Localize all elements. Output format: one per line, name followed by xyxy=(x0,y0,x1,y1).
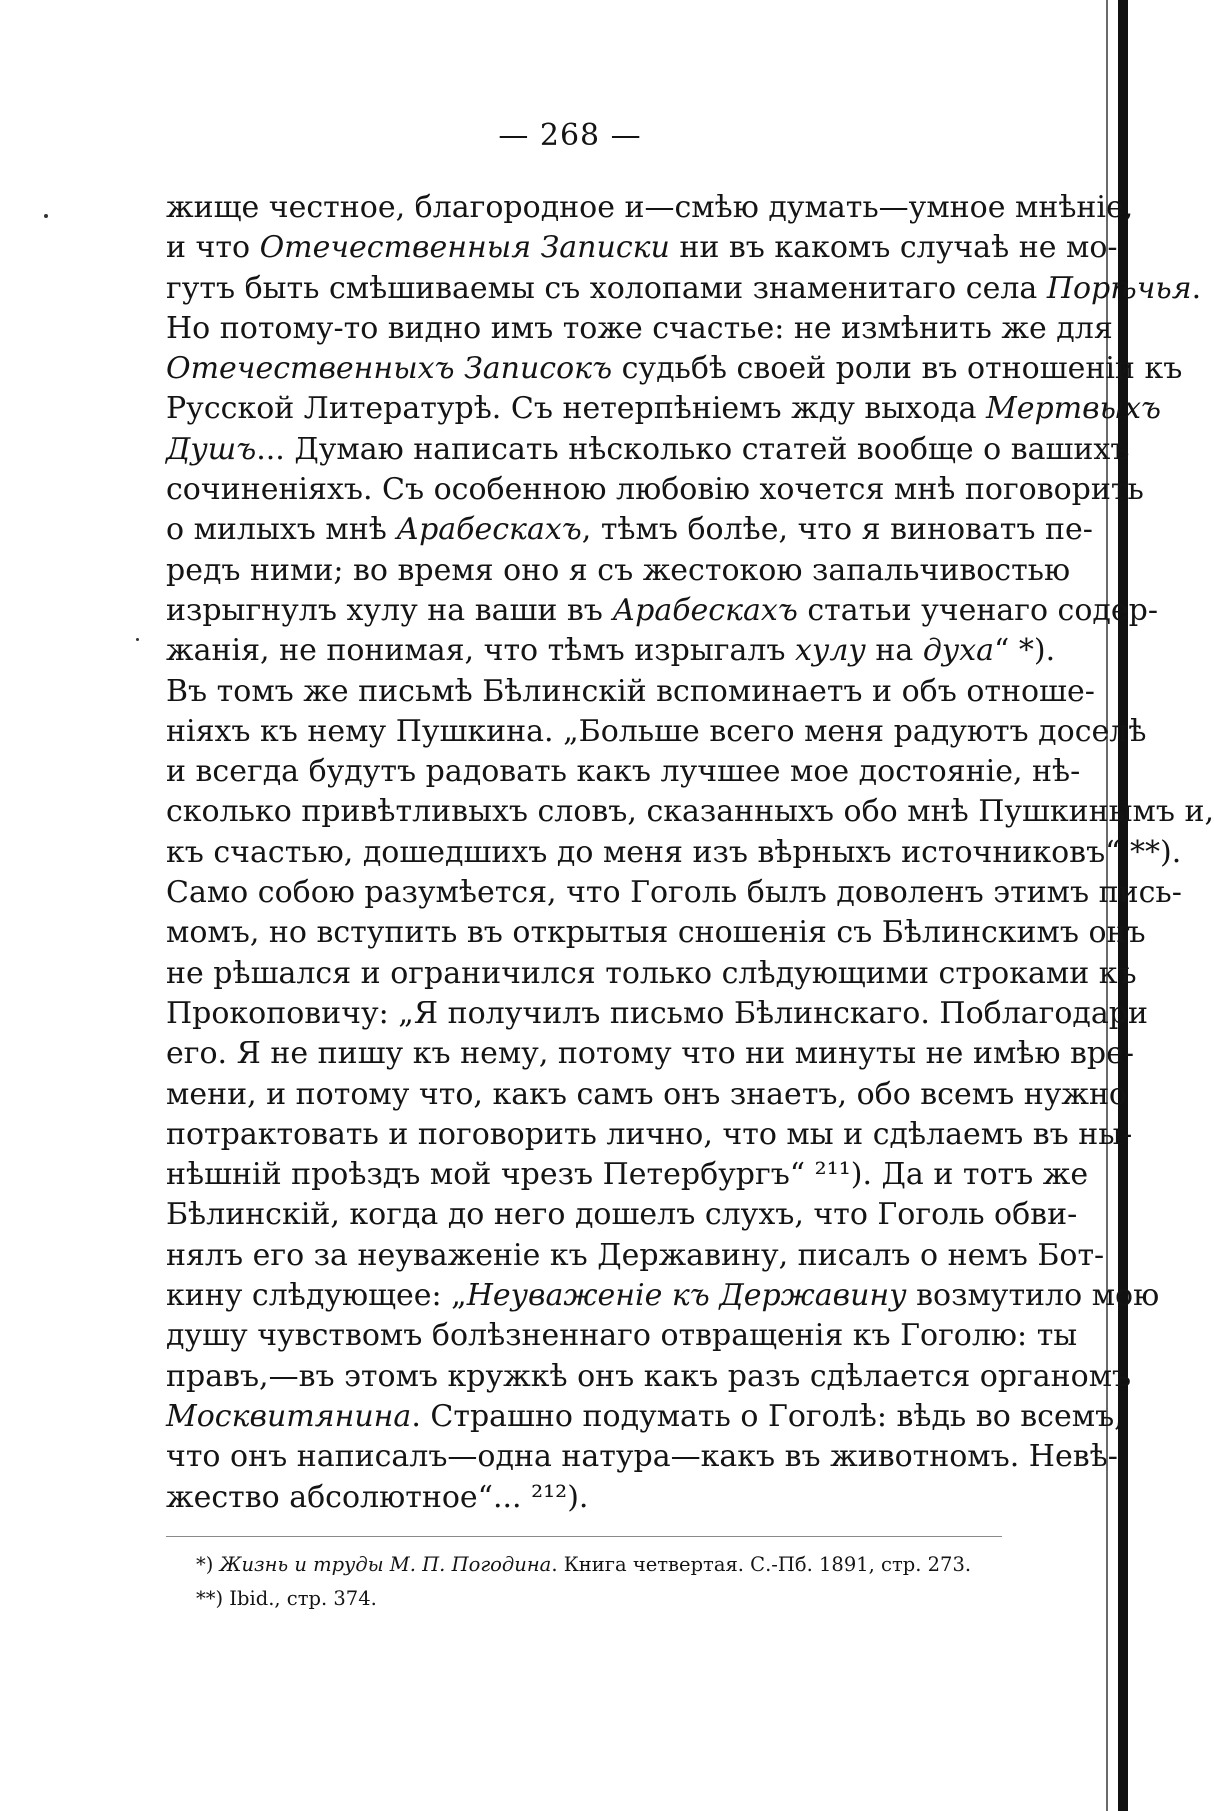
text-line xyxy=(166,913,1146,953)
text-run: , тѣмъ болѣе, что я виноватъ пе- xyxy=(581,512,1093,548)
text-line xyxy=(166,994,1148,1034)
scan-speck xyxy=(44,214,48,218)
text-run: правъ,—въ этомъ кружкѣ онъ какъ разъ сдѣлается органомъ xyxy=(166,1358,1132,1394)
italic-text: Москвитянина xyxy=(166,1398,412,1434)
text-line xyxy=(166,389,1161,429)
text-line xyxy=(166,1115,1133,1155)
text-line xyxy=(166,1316,1078,1356)
text-run: и всегда будутъ радовать какъ лучшее мое достояніе, нѣ- xyxy=(166,754,1081,790)
text-run: о милыхъ мнѣ xyxy=(166,512,397,548)
text-run: не рѣшался и ограничился только слѣдующими строками къ xyxy=(166,955,1137,991)
text-run: жанія, не понимая, что тѣмъ изрыгалъ xyxy=(166,633,796,669)
text-line xyxy=(166,1155,1089,1195)
text-line xyxy=(166,1437,1118,1477)
text-run: . Страшно подумать о Гоголѣ: вѣдь во всемъ, xyxy=(411,1398,1124,1434)
text-run: изрыгнулъ хулу на ваши въ xyxy=(166,592,613,628)
text-run: нѣшній проѣздъ мой чрезъ Петербургъ“ ²¹¹). Да и тотъ же xyxy=(166,1157,1089,1193)
text-line xyxy=(166,1195,1078,1235)
italic-text: Жизнь и труды М. П. Погодина xyxy=(219,1553,552,1576)
text-run: . xyxy=(1191,270,1202,306)
footnotes xyxy=(196,1548,1002,1616)
text-line xyxy=(166,430,1130,470)
text-run: кину слѣдующее: „ xyxy=(166,1278,467,1314)
footnote-line xyxy=(196,1548,1002,1582)
text-run: и что xyxy=(166,230,260,266)
text-run: мени, и потому что, какъ самъ онъ знаетъ, обо всемъ нужно xyxy=(166,1076,1127,1112)
italic-text: Порѣчья xyxy=(1046,270,1192,306)
text-run: ... Думаю написать нѣсколько статей вообще о вашихъ xyxy=(256,431,1130,467)
text-run: сколько привѣтливыхъ словъ, сказанныхъ обо мнѣ Пушкинымъ и, xyxy=(166,794,1214,830)
text-run: нялъ его за неуваженіе къ Державину, писалъ о немъ Бот- xyxy=(166,1237,1105,1273)
text-run: возмутило мою xyxy=(906,1278,1160,1314)
text-line xyxy=(166,1075,1127,1115)
italic-text: Неуваженіе къ Державину xyxy=(466,1278,907,1314)
text-line xyxy=(166,1478,1002,1518)
footnote-divider xyxy=(166,1536,1002,1537)
text-run: **) Ibid., стр. 374. xyxy=(196,1587,377,1610)
text-run: его. Я не пишу къ нему, потому что ни минуты не имѣю вре- xyxy=(166,1036,1135,1072)
italic-text: Арабескахъ xyxy=(396,512,582,548)
text-run: ни въ какомъ случаѣ не мо- xyxy=(669,230,1118,266)
page-number: — 268 — xyxy=(498,118,642,153)
italic-text: Арабескахъ xyxy=(612,592,798,628)
text-run: душу чувствомъ болѣзненнаго отвращенія къ Гоголю: ты xyxy=(166,1318,1078,1354)
text-line xyxy=(166,1034,1135,1074)
text-line xyxy=(166,591,1158,631)
text-run: судьбѣ своей роли въ отношеніи къ xyxy=(612,351,1183,387)
text-run: “ *). xyxy=(994,633,1056,669)
text-line xyxy=(166,1236,1105,1276)
text-run: потрактовать и поговорить лично, что мы и сдѣлаемъ въ ны- xyxy=(166,1116,1133,1152)
text-line xyxy=(166,631,1056,671)
text-run: *) xyxy=(196,1553,220,1576)
text-line xyxy=(166,1397,1124,1437)
text-run: статьи ученаго содер- xyxy=(797,592,1158,628)
text-line xyxy=(166,349,1183,389)
text-line xyxy=(166,510,1093,550)
text-line xyxy=(166,672,1095,712)
scan-speck xyxy=(136,638,139,641)
text-line xyxy=(166,269,1202,309)
text-line xyxy=(166,752,1081,792)
italic-text: Душъ xyxy=(166,431,257,467)
text-run: на xyxy=(865,633,923,669)
italic-text: Отечественныя Записки xyxy=(259,230,670,266)
text-run: Русской Литературѣ. Съ нетерпѣніемъ жду выхода xyxy=(166,391,987,427)
text-run: Но потому-то видно имъ тоже счастье: не измѣнить же для xyxy=(166,310,1113,346)
text-line xyxy=(166,309,1113,349)
text-run: Бѣлинскій, когда до него дошелъ слухъ, что Гоголь обви- xyxy=(166,1197,1078,1233)
italic-text: хулу xyxy=(795,633,866,669)
text-line xyxy=(166,1276,1160,1316)
text-run: ніяхъ къ нему Пушкина. „Больше всего меня радуютъ доселѣ xyxy=(166,713,1147,749)
text-run: что онъ написалъ—одна натура—какъ въ животномъ. Невѣ- xyxy=(166,1439,1118,1475)
text-run: момъ, но вступить въ открытыя сношенія съ Бѣлинскимъ онъ xyxy=(166,915,1146,951)
text-run: Само собою разумѣется, что Гоголь былъ доволенъ этимъ пись- xyxy=(166,875,1182,911)
italic-text: духа xyxy=(922,633,995,669)
italic-text: Мертвыхъ xyxy=(986,391,1161,427)
main-text xyxy=(166,188,1214,1518)
text-run: Въ томъ же письмѣ Бѣлинскій вспоминаетъ и объ отноше- xyxy=(166,673,1095,709)
text-line xyxy=(166,551,1071,591)
text-line xyxy=(166,712,1147,752)
italic-text: Отечественныхъ Записокъ xyxy=(166,351,613,387)
text-line xyxy=(166,833,1182,873)
text-line xyxy=(166,792,1214,832)
text-line xyxy=(166,470,1144,510)
text-run: къ счастью, дошедшихъ до меня изъ вѣрныхъ источниковъ“ **). xyxy=(166,834,1182,870)
text-run: сочиненіяхъ. Съ особенною любовію хочется мнѣ поговорить xyxy=(166,472,1144,508)
text-run: жище честное, благородное и—смѣю думать—умное мнѣніе, xyxy=(166,190,1134,225)
text-line xyxy=(166,954,1137,994)
text-line xyxy=(166,1357,1132,1397)
footnote-line xyxy=(196,1582,1002,1616)
text-run: редъ ними; во время оно я съ жестокою запальчивостью xyxy=(166,552,1071,588)
text-run: . Книга четвертая. С.-Пб. 1891, стр. 273. xyxy=(551,1553,972,1576)
text-run: гутъ быть смѣшиваемы съ холопами знаменитаго села xyxy=(166,270,1047,306)
text-run: жество абсолютное“... ²¹²). xyxy=(166,1479,589,1515)
text-run: Прокоповичу: „Я получилъ письмо Бѣлинскаго. Поблагодари xyxy=(166,995,1148,1031)
text-line xyxy=(166,873,1182,913)
text-line xyxy=(166,188,1134,228)
text-line xyxy=(166,228,1118,268)
